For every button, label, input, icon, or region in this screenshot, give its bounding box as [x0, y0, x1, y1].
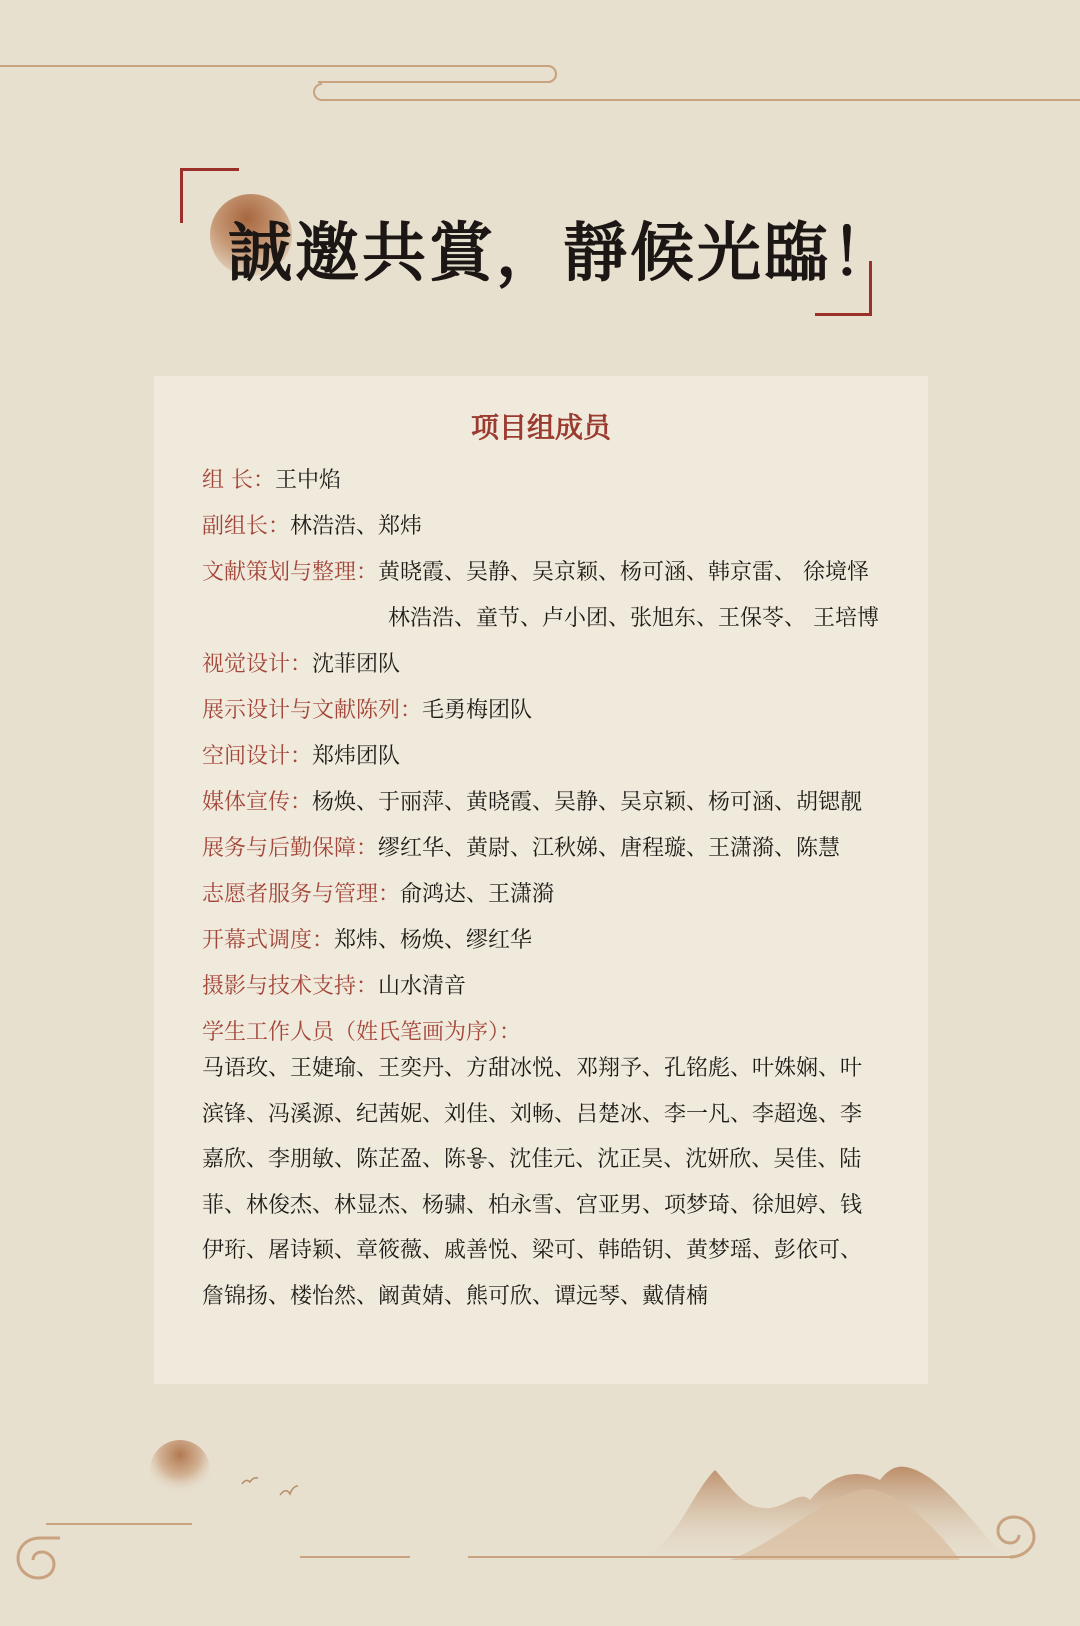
- row-media: [202, 788, 862, 818]
- row-label: 副组长：: [202, 514, 291, 539]
- row-label: 空间设计：: [202, 744, 313, 769]
- row-label: 展示设计与文献陈列：: [202, 698, 423, 723]
- row-volunteers: [202, 880, 554, 910]
- mountain-shape: [730, 1489, 960, 1560]
- row-literature-continued: [388, 604, 879, 634]
- row-leader: [202, 466, 341, 496]
- team-title: 项目组成员: [470, 411, 611, 444]
- small-sun-decoration: [150, 1440, 210, 1500]
- row-value: 俞鸿达、王潇漪: [400, 882, 555, 907]
- bird-icon: [242, 1478, 258, 1484]
- row-deputy-leader: [202, 512, 422, 542]
- mountain-shape: [640, 1467, 1010, 1560]
- student-line: 菲、林俊杰、林显杰、杨骕、柏永雪、宫亚男、项梦琦、徐旭婷、钱: [202, 1192, 863, 1218]
- row-label: 组 长：: [202, 468, 275, 493]
- row-label: 文献策划与整理：: [202, 560, 379, 585]
- row-value: 山水清音: [378, 974, 467, 999]
- row-value: 沈菲团队: [312, 652, 401, 677]
- student-list: [202, 1046, 902, 1320]
- row-label: 媒体宣传：: [202, 790, 313, 815]
- cloud-swirl-icon: [18, 1538, 60, 1578]
- student-line: 詹锦扬、楼怡然、阚黄婧、熊可欣、谭远琴、戴倩楠: [202, 1283, 709, 1309]
- row-students-heading: [202, 1018, 521, 1048]
- row-logistics: [202, 834, 840, 864]
- row-value: 杨焕、于丽萍、黄晓霞、吴静、吴京颖、杨可涵、胡锶靓: [312, 790, 863, 815]
- corner-bracket-bottom-right: [815, 261, 872, 316]
- student-line: 伊珩、屠诗颖、章筱薇、戚善悦、梁可、韩皓钥、黄梦瑶、彭依可、: [202, 1238, 863, 1264]
- top-scroll-ornament: [0, 0, 1080, 120]
- invitation-header: [180, 168, 898, 316]
- invitation-title: 誠邀共賞，靜候光臨！: [228, 216, 898, 291]
- cloud-swirl-icon: [998, 1517, 1034, 1557]
- bird-icon: [280, 1486, 298, 1495]
- row-label: 摄影与技术支持：: [202, 974, 379, 999]
- row-label: 志愿者服务与管理：: [202, 882, 401, 907]
- row-space-design: [202, 742, 400, 772]
- row-label: 展务与后勤保障：: [202, 836, 379, 861]
- students-label: 学生工作人员（姓氏笔画为序）：: [202, 1020, 522, 1045]
- row-value: 缪红华、黄尉、江秋娣、唐程璇、王潇漪、陈慧: [378, 836, 841, 861]
- student-line: 马语玫、王婕瑜、王奕丹、方甜冰悦、邓翔予、孔铭彪、叶姝娴、叶: [202, 1056, 863, 1081]
- row-value: 林浩浩、童节、卢小团、张旭东、王保苓、 王培博: [388, 606, 879, 631]
- student-line: 嘉欣、李朋敏、陈芷盈、陈욯、沈佳元、沈正昊、沈妍欣、吴佳、陆: [202, 1147, 862, 1173]
- row-exhibition-design: [202, 696, 532, 726]
- row-literature: [202, 558, 869, 588]
- row-visual-design: [202, 650, 400, 680]
- row-value: 郑炜、杨焕、缪红华: [334, 928, 533, 953]
- team-panel: [154, 376, 928, 1384]
- row-photography: [202, 972, 466, 1002]
- row-label: 开幕式调度：: [202, 928, 335, 953]
- row-value: 王中焰: [275, 468, 342, 493]
- student-line: 滨锋、冯溪源、纪茜妮、刘佳、刘畅、吕楚冰、李一凡、李超逸、李: [202, 1101, 863, 1127]
- row-value: 林浩浩、郑炜: [290, 514, 423, 539]
- row-value: 黄晓霞、吴静、吴京颖、杨可涵、韩京雷、 徐境怿: [378, 560, 870, 585]
- row-opening-ceremony: [202, 926, 532, 956]
- row-label: 视觉设计：: [202, 652, 313, 677]
- row-value: 郑炜团队: [312, 744, 401, 769]
- row-value: 毛勇梅团队: [422, 698, 533, 723]
